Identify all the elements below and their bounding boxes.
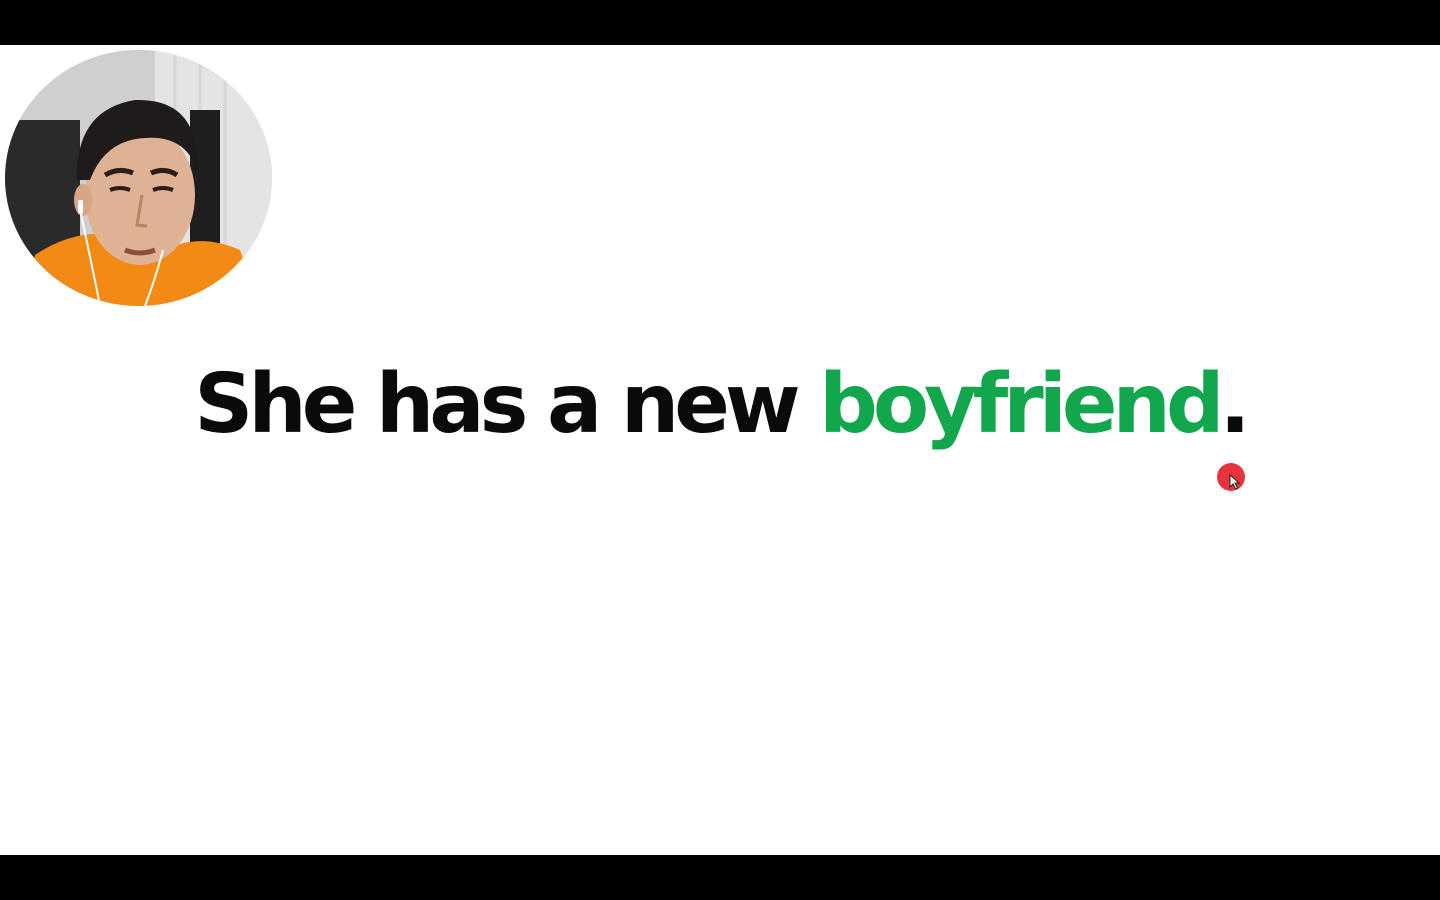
slide-sentence bbox=[0, 355, 1440, 455]
mouse-pointer-icon bbox=[1229, 474, 1241, 490]
letterbox-bottom bbox=[0, 855, 1440, 900]
letterbox-top bbox=[0, 0, 1440, 45]
highlighted-word: boyfriend bbox=[819, 357, 1220, 452]
sentence-main-text: She has a new bbox=[194, 357, 796, 452]
sentence-period: . bbox=[1219, 357, 1246, 452]
slide-canvas bbox=[0, 45, 1440, 855]
presenter-webcam-icon bbox=[5, 50, 272, 306]
webcam-illustration bbox=[5, 50, 272, 306]
